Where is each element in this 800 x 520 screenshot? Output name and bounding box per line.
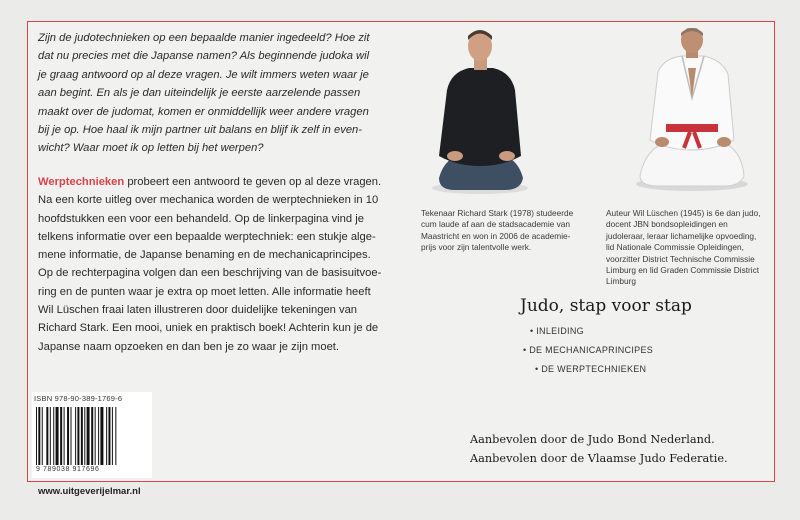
description-line: telkens informatie over een bepaalde werptechniek: een stukje alge-	[38, 230, 376, 243]
isbn-label: ISBN 978-90-389-1769-6	[34, 394, 123, 403]
recommendation-line: Aanbevolen door de Judo Bond Nederland.	[470, 433, 715, 446]
recommendation-line: Aanbevolen door de Vlaamse Judo Federatie.	[470, 452, 728, 465]
caption-line: Limburg	[606, 276, 636, 287]
intro-line: maakt over de judomat, komen er onmiddellijk weer andere vragen	[38, 105, 369, 118]
wil-luschen-photo	[632, 28, 752, 196]
caption-wil-luschen	[606, 208, 776, 288]
intro-paragraph	[38, 29, 398, 158]
publisher-website[interactable]: www.uitgeverijelmar.nl	[38, 486, 141, 497]
caption-richard-stark	[421, 208, 601, 254]
caption-line: voorzitter District Technische Commissie	[606, 253, 755, 264]
caption-line: cum laude af aan de stadsacademie van	[421, 219, 570, 230]
intro-line: aan begint. En als je dan uiteindelijk je eerste aarzelende passen	[38, 87, 361, 100]
contents-item: • DE MECHANICAPRINCIPES	[523, 345, 654, 355]
contents-item: • DE WERPTECHNIEKEN	[535, 364, 647, 374]
caption-line: lid Nationale Commissie Opleidingen,	[606, 242, 744, 253]
barcode-icon	[36, 407, 148, 465]
intro-line: je graag antwoord op al deze vragen. Je wilt immers weten waar je	[38, 68, 369, 81]
description-line: Richard Stark. Een mooi, uniek en praktisch boek! Achterin kun je de	[38, 322, 379, 335]
description-line: Na een korte uitleg over mechanica worden de werptechnieken in 10	[38, 194, 379, 207]
description-line: mene informatie, de Japanse benaming en de mechanicaprincipes.	[38, 249, 371, 262]
description-line: probeert een antwoord te geven op al deze vragen.	[124, 176, 382, 188]
intro-line: dat nu precies met die Japanse namen? Als beginnende judoka wil	[38, 50, 370, 63]
recommendations	[470, 430, 770, 468]
richard-stark-photo	[425, 28, 535, 196]
description-line: Wil Lüschen fraai laten illustreren door duidelijke tekeningen van	[38, 304, 358, 317]
caption-line: Tekenaar Richard Stark (1978) studeerde	[421, 208, 574, 218]
contents-list	[523, 322, 770, 379]
description-line: hoofdstukken een voor een behandeld. Op de linkerpagina vind je	[38, 212, 364, 225]
description-paragraph	[38, 173, 398, 356]
description-line: Japanse naam opzoeken en dan ben je zo waar je zijn moet.	[38, 340, 340, 353]
description-line: Op de rechterpagina volgen dan een beschrijving van de basisuitvoe-	[38, 267, 382, 280]
caption-line: judoleraar, leraar lichamelijke opvoeding,	[606, 230, 757, 241]
book-name-highlight: Werptechnieken	[38, 176, 125, 188]
barcode-number: 9 789038 917696	[36, 466, 100, 473]
caption-line: prijs voor zijn talentvolle werk.	[421, 242, 532, 253]
book-title: Judo, stap voor stap	[520, 296, 692, 316]
description-line: ring en de punten waar je extra op moet letten. Alle informatie heeft	[38, 285, 371, 298]
description-first-line	[38, 173, 398, 191]
caption-line: Auteur Wil Lüschen (1945) is 6e dan judo,	[606, 208, 761, 218]
intro-line: bij je op. Hoe haal ik mijn partner uit balans en blijf ik zelf in even-	[38, 124, 362, 137]
caption-line: Limburg en lid Graden Commissie District	[606, 265, 760, 276]
caption-line: Maastricht en won in 2006 de academie-	[421, 230, 571, 241]
intro-line: Zijn de judotechnieken op een bepaalde manier ingedeeld? Hoe zit	[38, 32, 370, 44]
intro-line: wicht? Waar moet ik op letten bij het werpen?	[38, 142, 264, 155]
contents-item: • INLEIDING	[530, 326, 584, 336]
caption-line: docent JBN bondsopleidingen en	[606, 219, 728, 230]
